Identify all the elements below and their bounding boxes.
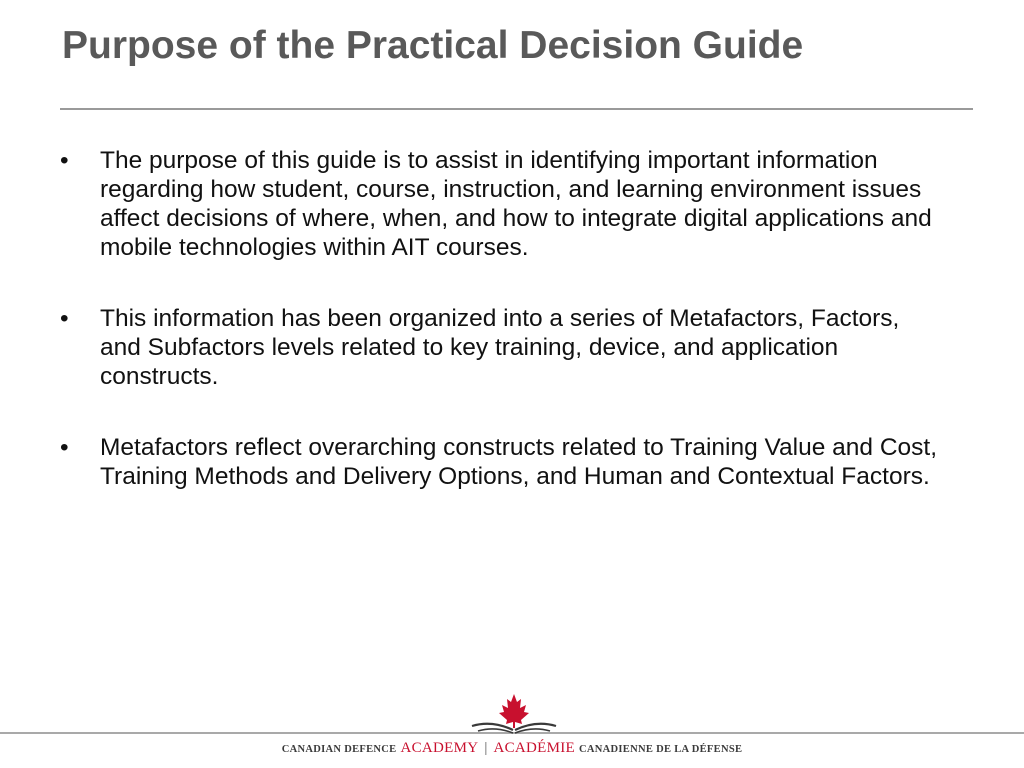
slide-title: Purpose of the Practical Decision Guide bbox=[62, 24, 804, 67]
bullet-text: This information has been organized into a series of Metafactors, Factors, and Subfactors levels related to key training, device, and application constructs. bbox=[100, 305, 900, 390]
footer-text-right: CANADIENNE DE LA DÉFENSE bbox=[579, 744, 743, 755]
bullet-list bbox=[58, 146, 938, 533]
bullet-item bbox=[58, 433, 938, 491]
footer-academy-en: ACADEMY bbox=[400, 740, 479, 756]
maple-leaf-open-book-icon bbox=[466, 690, 562, 738]
footer-separator: | bbox=[484, 740, 488, 756]
title-divider bbox=[60, 108, 973, 110]
bullet-marker: • bbox=[60, 147, 69, 174]
footer-academy-fr: ACADÉMIE bbox=[493, 740, 575, 756]
footer-wordmark bbox=[0, 739, 1024, 757]
bullet-marker: • bbox=[60, 434, 69, 461]
footer-text-left: CANADIAN DEFENCE bbox=[281, 744, 397, 755]
bullet-marker: • bbox=[60, 305, 69, 332]
bullet-item bbox=[58, 146, 938, 262]
bullet-text: The purpose of this guide is to assist in identifying important information regarding how student, course, instruction, and learning environment issues affect decisions of where, when, and how to integrate digital applications and mobile technologies within AIT courses. bbox=[100, 147, 932, 261]
bullet-text: Metafactors reflect overarching constructs related to Training Value and Cost, Training Methods and Delivery Options, and Human and Contextual Factors. bbox=[100, 434, 938, 490]
bullet-item bbox=[58, 304, 938, 391]
